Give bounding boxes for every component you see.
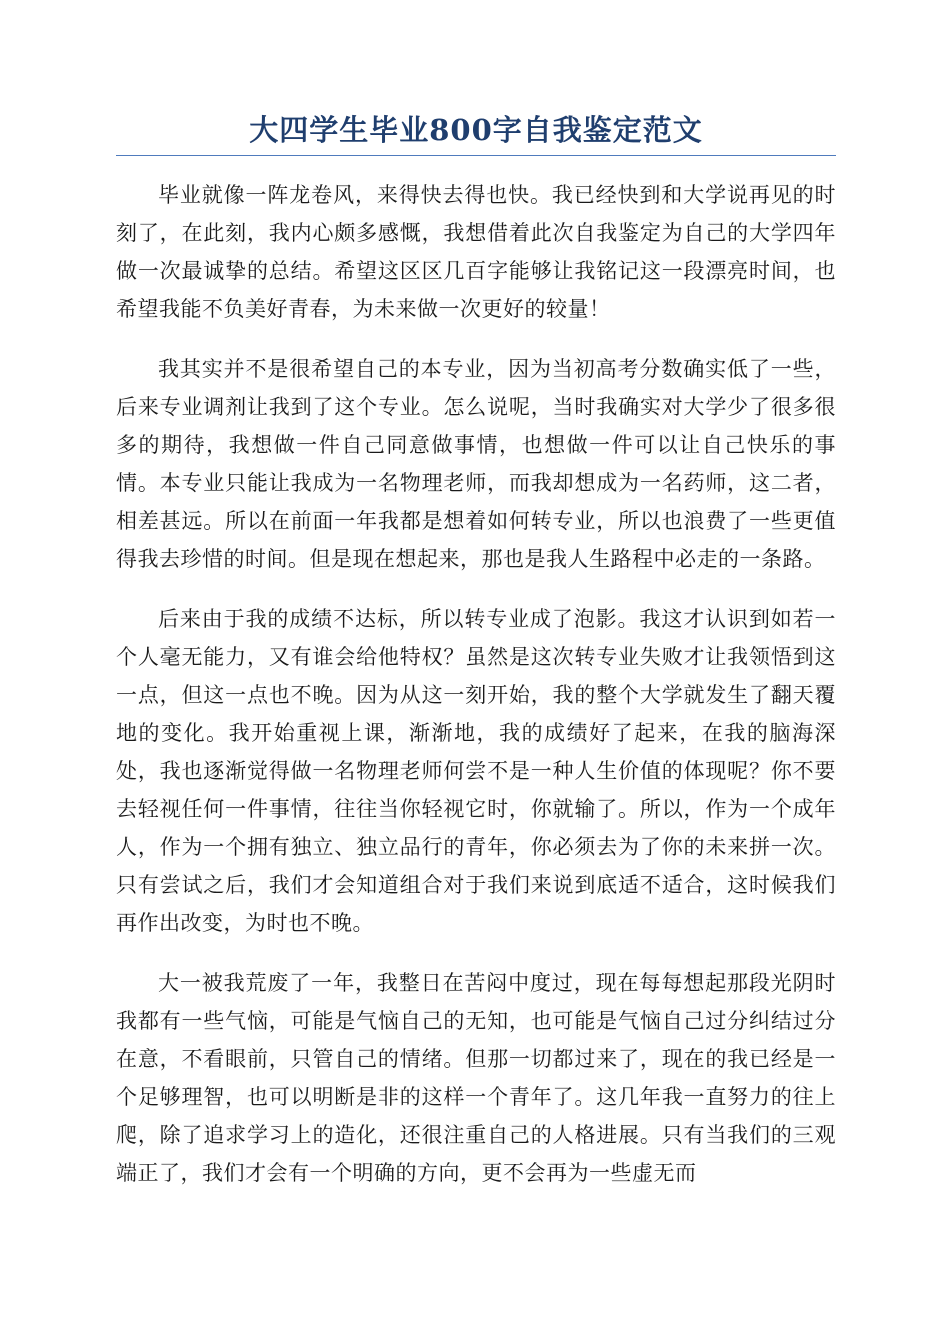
paragraph: 大一被我荒废了一年，我整日在苦闷中度过，现在每每想起那段光阴时我都有一些气恼，可能是气恼自己的无知，也可能是气恼自己过分纠结过分在意，不看眼前，只管自己的情绪。但那一切都过来了，现在的我已经是一个足够理智，也可以明断是非的这样一个青年了。这几年我一直努力的往上爬，除了追求学习上的造化，还很注重自己的人格进展。只有当我们的三观端正了，我们才会有一个明确的方向，更不会再为一些虚无而 — [116, 971, 836, 1185]
document-title: 大四学生毕业800字自我鉴定范文 — [116, 108, 836, 156]
document-body — [116, 176, 836, 1192]
paragraph: 后来由于我的成绩不达标，所以转专业成了泡影。我这才认识到如若一个人毫无能力，又有谁会给他特权？虽然是这次转专业失败才让我领悟到这一点，但这一点也不晚。因为从这一刻开始，我的整个大学就发生了翻天覆地的变化。我开始重视上课，渐渐地，我的成绩好了起来，在我的脑海深处，我也逐渐觉得做一名物理老师何尝不是一种人生价值的体现呢？你不要去轻视任何一件事情，往往当你轻视它时，你就输了。所以，作为一个成年人，作为一个拥有独立、独立品行的青年，你必须去为了你的未来拼一次。只有尝试之后，我们才会知道组合对于我们来说到底适不适合，这时候我们再作出改变，为时也不晚。 — [116, 607, 836, 935]
paragraph: 毕业就像一阵龙卷风，来得快去得也快。我已经快到和大学说再见的时刻了，在此刻，我内心颇多感慨，我想借着此次自我鉴定为自己的大学四年做一次最诚挚的总结。希望这区区几百字能够让我铭记这一段漂亮时间，也希望我能不负美好青春，为未来做一次更好的较量！ — [116, 183, 836, 321]
document-page — [116, 108, 836, 1214]
paragraph: 我其实并不是很希望自己的本专业，因为当初高考分数确实低了一些，后来专业调剂让我到了这个专业。怎么说呢，当时我确实对大学少了很多很多的期待，我想做一件自己同意做事情，也想做一件可以让自己快乐的事情。本专业只能让我成为一名物理老师，而我却想成为一名药师，这二者，相差甚远。所以在前面一年我都是想着如何转专业，所以也浪费了一些更值得我去珍惜的时间。但是现在想起来，那也是我人生路程中必走的一条路。 — [116, 357, 836, 571]
